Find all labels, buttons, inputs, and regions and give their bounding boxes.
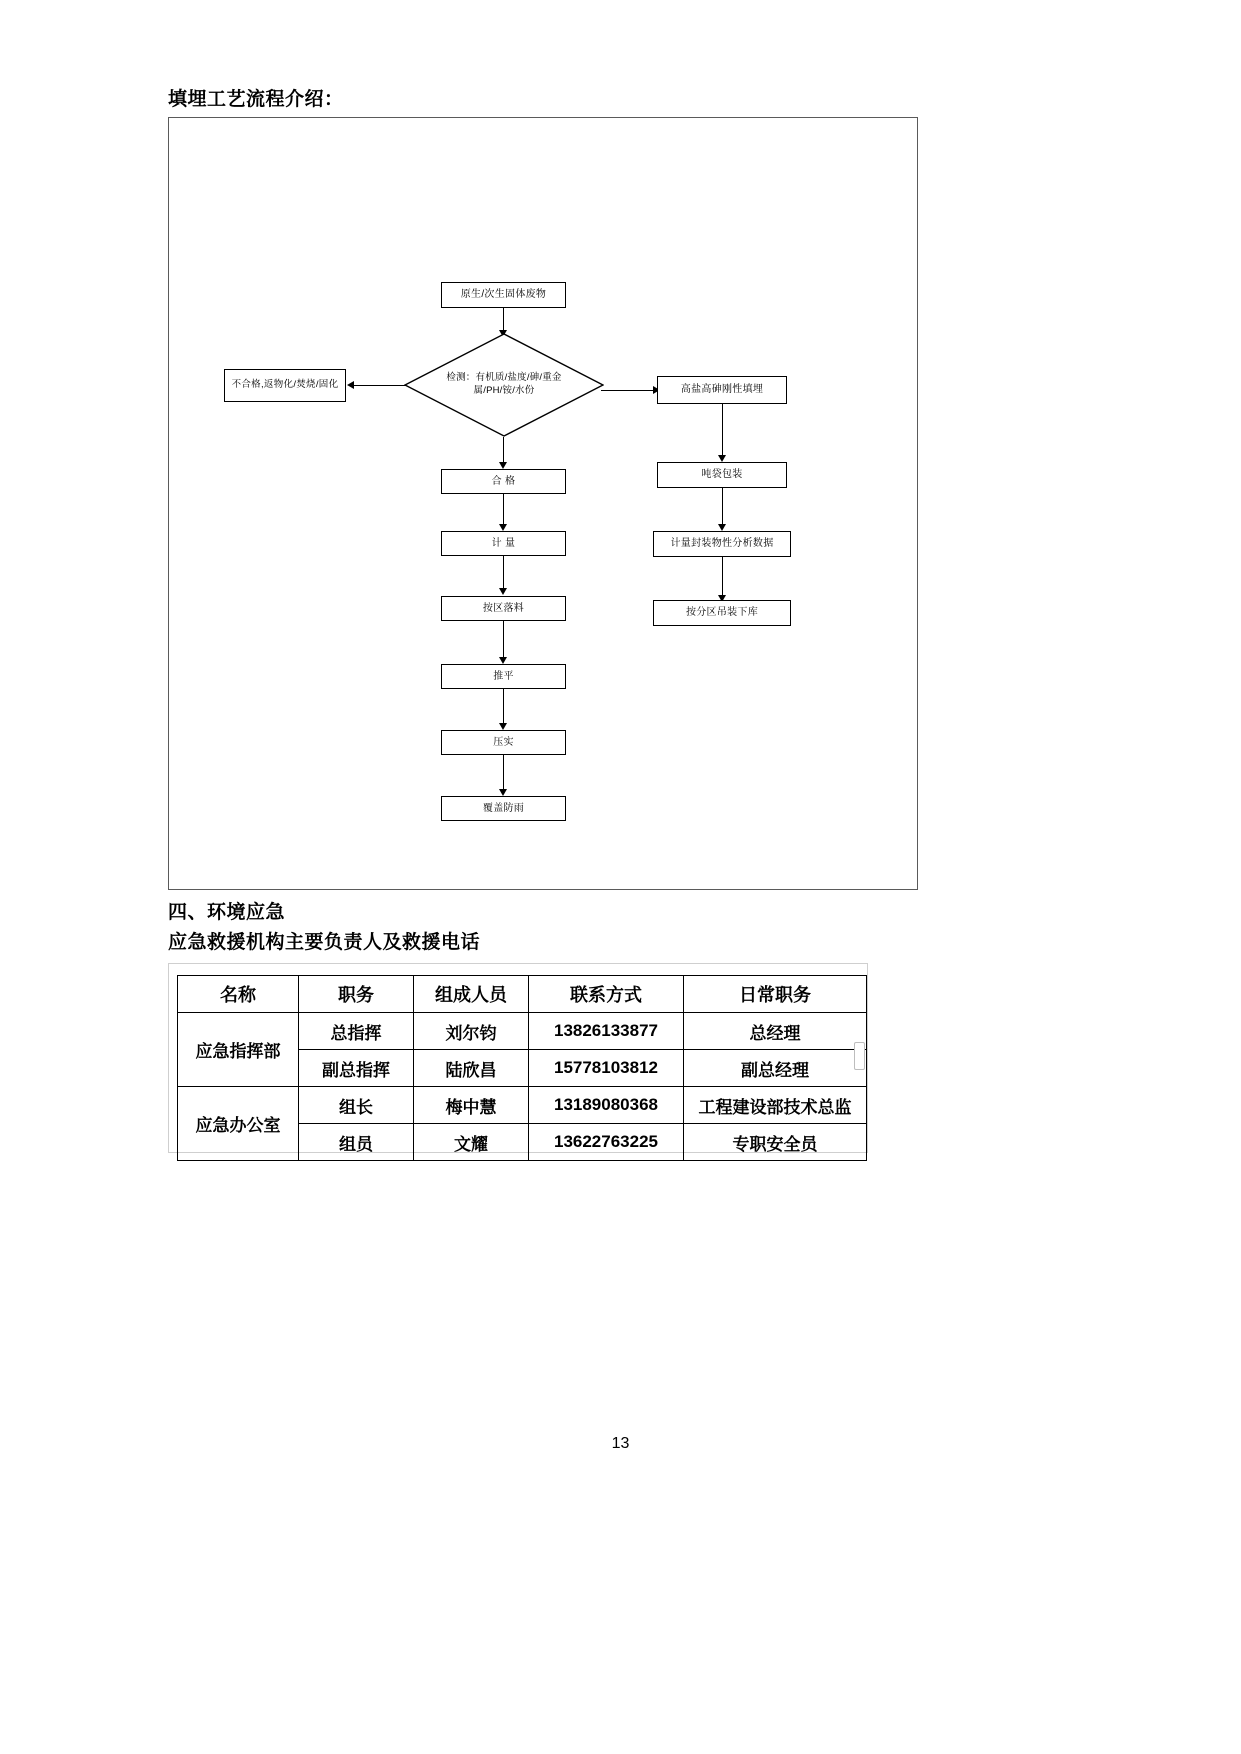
table-resize-handle[interactable] bbox=[854, 1042, 865, 1070]
table-cell-position: 总指挥 bbox=[299, 1013, 414, 1050]
section-heading: 四、环境应急 bbox=[168, 902, 286, 923]
connector-right-1-2 bbox=[722, 404, 723, 458]
flow-node-right-2: 吨袋包装 bbox=[657, 462, 787, 488]
intro-heading: 填埋工艺流程介绍： bbox=[168, 89, 344, 110]
flow-node-center-6: 覆盖防雨 bbox=[441, 796, 566, 821]
flow-node-center-5: 压实 bbox=[441, 730, 566, 755]
flow-node-start: 原生/次生固体废物 bbox=[441, 282, 566, 308]
flow-node-right-3: 计量封装物性分析数据 bbox=[653, 531, 791, 557]
connector-decision-to-right bbox=[601, 390, 656, 391]
table-header-position: 职务 bbox=[299, 976, 414, 1013]
page-number: 13 bbox=[611, 1435, 630, 1452]
table-cell-member: 梅中慧 bbox=[414, 1087, 529, 1124]
flow-node-center-2: 计 量 bbox=[441, 531, 566, 556]
table-header-member: 组成人员 bbox=[414, 976, 529, 1013]
arrowhead-center-3-in bbox=[499, 588, 507, 595]
arrowhead-center-6-in bbox=[499, 789, 507, 796]
table-cell-position: 副总指挥 bbox=[299, 1050, 414, 1087]
table-header-contact: 联系方式 bbox=[529, 976, 684, 1013]
connector-center-4-5 bbox=[503, 689, 504, 727]
arrowhead-right-2-in bbox=[718, 455, 726, 462]
arrowhead-right-3-in bbox=[718, 524, 726, 531]
flow-node-center-4: 推平 bbox=[441, 664, 566, 689]
arrowhead-reject-in bbox=[347, 381, 354, 389]
table-cell-contact: 13826133877 bbox=[529, 1013, 684, 1050]
table-cell-daily-duty: 副总经理 bbox=[684, 1050, 867, 1087]
table-cell-group-name: 应急指挥部 bbox=[178, 1013, 299, 1087]
table-cell-position: 组员 bbox=[299, 1124, 414, 1161]
table-header-daily-duty: 日常职务 bbox=[684, 976, 867, 1013]
arrowhead-center-2-in bbox=[499, 524, 507, 531]
table-cell-daily-duty: 专职安全员 bbox=[684, 1124, 867, 1161]
table-cell-member: 刘尔钧 bbox=[414, 1013, 529, 1050]
arrowhead-center-5-in bbox=[499, 723, 507, 730]
table-cell-daily-duty: 工程建设部技术总监 bbox=[684, 1087, 867, 1124]
emergency-contacts-table-container bbox=[168, 963, 868, 1153]
connector-center-2-3 bbox=[503, 556, 504, 592]
table-cell-position: 组长 bbox=[299, 1087, 414, 1124]
table-cell-member: 陆欣昌 bbox=[414, 1050, 529, 1087]
landfill-process-flowchart bbox=[168, 117, 918, 890]
sub-heading: 应急救援机构主要负责人及救援电话 bbox=[168, 932, 481, 953]
connector-right-2-3 bbox=[722, 488, 723, 528]
table-row bbox=[178, 1087, 867, 1124]
flow-node-right-1: 高盐高砷刚性填埋 bbox=[657, 376, 787, 404]
flow-node-decision-label: 检测：有机质/盐度/砷/重金属/PH/铵/水份 bbox=[446, 372, 562, 396]
flow-node-decision bbox=[404, 333, 604, 437]
table-cell-group-name: 应急办公室 bbox=[178, 1087, 299, 1161]
table-header-name: 名称 bbox=[178, 976, 299, 1013]
flow-node-reject: 不合格,返物化/焚烧/固化 bbox=[224, 369, 346, 402]
connector-decision-to-reject bbox=[354, 385, 406, 386]
table-body bbox=[178, 1013, 867, 1161]
flow-node-center-1: 合 格 bbox=[441, 469, 566, 494]
arrowhead-center-4-in bbox=[499, 657, 507, 664]
table-cell-contact: 13189080368 bbox=[529, 1087, 684, 1124]
table-cell-contact: 15778103812 bbox=[529, 1050, 684, 1087]
table-row bbox=[178, 1013, 867, 1050]
table-cell-contact: 13622763225 bbox=[529, 1124, 684, 1161]
flow-node-right-4: 按分区吊装下库 bbox=[653, 600, 791, 626]
table-cell-member: 文耀 bbox=[414, 1124, 529, 1161]
table-header-row bbox=[178, 976, 867, 1013]
table-cell-daily-duty: 总经理 bbox=[684, 1013, 867, 1050]
connector-center-3-4 bbox=[503, 621, 504, 661]
connector-start-to-decision bbox=[503, 308, 504, 332]
arrowhead-center-1-in bbox=[499, 462, 507, 469]
emergency-contacts-table bbox=[177, 975, 867, 1161]
connector-center-1-2 bbox=[503, 494, 504, 528]
connector-decision-to-center-1 bbox=[503, 437, 504, 465]
flow-node-center-3: 按区落料 bbox=[441, 596, 566, 621]
table-header bbox=[178, 976, 867, 1013]
connector-right-3-4 bbox=[722, 557, 723, 599]
connector-center-5-6 bbox=[503, 755, 504, 793]
